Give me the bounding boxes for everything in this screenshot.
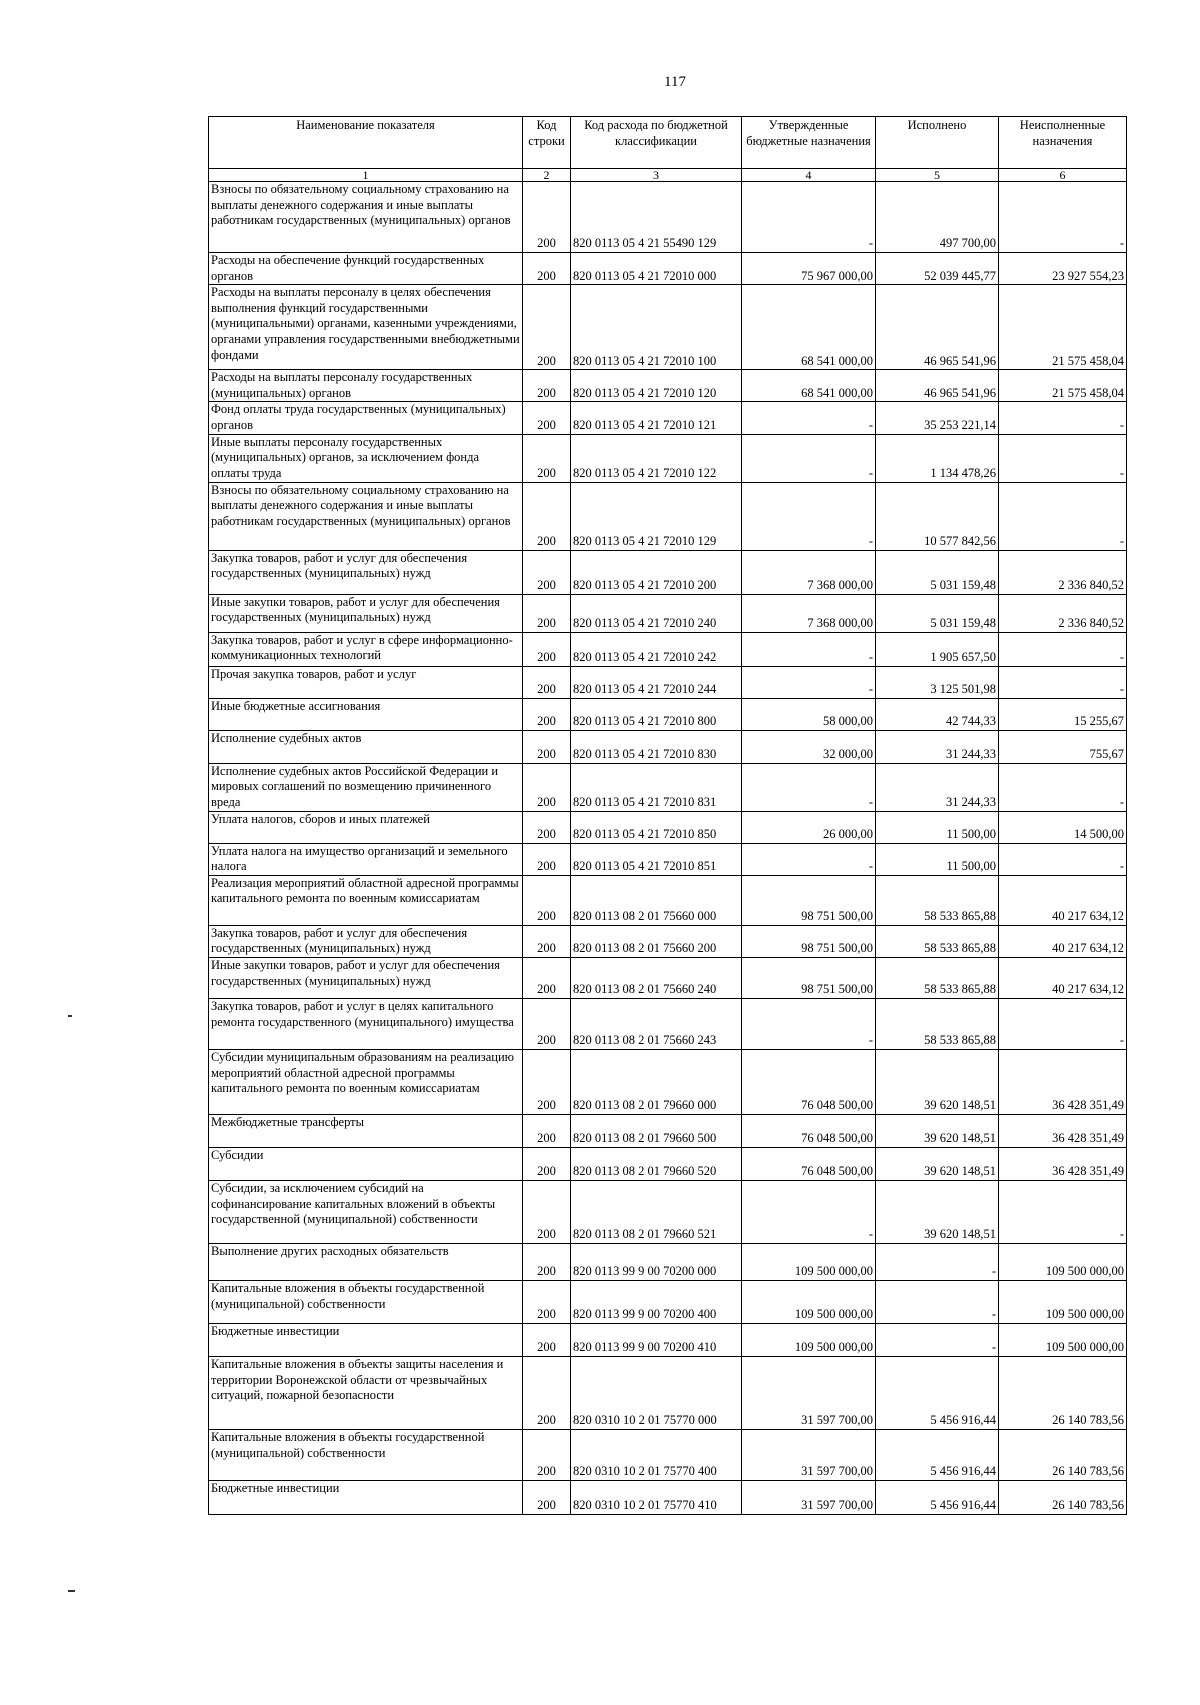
table-row — [209, 1180, 1127, 1243]
row-line-code: 200 — [523, 182, 571, 253]
row-approved: 7 368 000,00 — [742, 550, 876, 594]
column-number-row — [209, 169, 1127, 182]
row-line-code: 200 — [523, 1180, 571, 1243]
row-executed: 39 620 148,51 — [876, 1147, 999, 1180]
row-executed: 58 533 865,88 — [876, 957, 999, 998]
table-row — [209, 698, 1127, 730]
row-executed: 58 533 865,88 — [876, 925, 999, 957]
row-expense-code: 820 0113 05 4 21 72010 000 — [571, 253, 742, 285]
row-expense-code: 820 0113 08 2 01 79660 521 — [571, 1180, 742, 1243]
row-executed: - — [876, 1243, 999, 1280]
row-executed: 35 253 221,14 — [876, 402, 999, 434]
row-executed: 5 031 159,48 — [876, 550, 999, 594]
row-name: Расходы на обеспечение функций государственных органов — [209, 253, 523, 285]
row-expense-code: 820 0113 05 4 21 72010 830 — [571, 730, 742, 763]
row-executed: 11 500,00 — [876, 811, 999, 843]
row-line-code: 200 — [523, 370, 571, 402]
row-executed: 5 456 916,44 — [876, 1429, 999, 1480]
row-approved: - — [742, 402, 876, 434]
row-approved: 109 500 000,00 — [742, 1280, 876, 1323]
table-row — [209, 730, 1127, 763]
header-expense-code: Код расхода по бюджетной классификации — [571, 117, 742, 169]
row-unexecuted: - — [999, 482, 1127, 550]
header-approved: Утвержденные бюджетные назначения — [742, 117, 876, 169]
row-expense-code: 820 0113 05 4 21 72010 800 — [571, 698, 742, 730]
row-unexecuted: - — [999, 402, 1127, 434]
row-approved: 58 000,00 — [742, 698, 876, 730]
row-approved: 98 751 500,00 — [742, 875, 876, 925]
row-expense-code: 820 0113 05 4 21 72010 100 — [571, 285, 742, 370]
row-unexecuted: 109 500 000,00 — [999, 1323, 1127, 1356]
row-line-code: 200 — [523, 875, 571, 925]
row-approved: 109 500 000,00 — [742, 1243, 876, 1280]
column-number: 5 — [876, 169, 999, 182]
row-executed: 42 744,33 — [876, 698, 999, 730]
row-approved: - — [742, 482, 876, 550]
row-expense-code: 820 0113 05 4 21 72010 129 — [571, 482, 742, 550]
table-row — [209, 370, 1127, 402]
row-unexecuted: - — [999, 632, 1127, 666]
row-executed: 46 965 541,96 — [876, 370, 999, 402]
row-line-code: 200 — [523, 253, 571, 285]
table-row — [209, 550, 1127, 594]
row-name: Взносы по обязательному социальному страхованию на выплаты денежного содержания и иные выплаты работникам государственных (муниципальных) органов — [209, 182, 523, 253]
row-executed: - — [876, 1323, 999, 1356]
header-name: Наименование показателя — [209, 117, 523, 169]
row-unexecuted: 21 575 458,04 — [999, 285, 1127, 370]
row-unexecuted: 36 428 351,49 — [999, 1049, 1127, 1114]
row-approved: 75 967 000,00 — [742, 253, 876, 285]
row-name: Взносы по обязательному социальному страхованию на выплаты денежного содержания и иные выплаты работникам государственных (муниципальных) органов — [209, 482, 523, 550]
row-expense-code: 820 0113 99 9 00 70200 000 — [571, 1243, 742, 1280]
table-row — [209, 1243, 1127, 1280]
row-approved: - — [742, 1180, 876, 1243]
table-row — [209, 1480, 1127, 1514]
row-name: Уплата налога на имущество организаций и земельного налога — [209, 843, 523, 875]
row-line-code: 200 — [523, 285, 571, 370]
scan-mark — [68, 1015, 72, 1017]
table-row — [209, 594, 1127, 632]
table-row — [209, 1114, 1127, 1147]
row-line-code: 200 — [523, 763, 571, 811]
header-line-code: Код строки — [523, 117, 571, 169]
row-unexecuted: 40 217 634,12 — [999, 957, 1127, 998]
row-approved: - — [742, 763, 876, 811]
row-line-code: 200 — [523, 811, 571, 843]
row-name: Расходы на выплаты персоналу в целях обеспечения выполнения функций государственными (муниципальными) органами, казенными учреждениями, органами управления государственными внебюджетными фондами — [209, 285, 523, 370]
table-row — [209, 843, 1127, 875]
row-approved: 109 500 000,00 — [742, 1323, 876, 1356]
row-approved: - — [742, 182, 876, 253]
table-row — [209, 875, 1127, 925]
row-line-code: 200 — [523, 1280, 571, 1323]
row-executed: 5 456 916,44 — [876, 1480, 999, 1514]
row-executed: 10 577 842,56 — [876, 482, 999, 550]
row-expense-code: 820 0113 05 4 21 72010 120 — [571, 370, 742, 402]
row-approved: 31 597 700,00 — [742, 1480, 876, 1514]
row-expense-code: 820 0113 08 2 01 79660 520 — [571, 1147, 742, 1180]
row-line-code: 200 — [523, 698, 571, 730]
row-name: Субсидии — [209, 1147, 523, 1180]
row-expense-code: 820 0113 05 4 21 72010 244 — [571, 666, 742, 698]
row-unexecuted: 21 575 458,04 — [999, 370, 1127, 402]
row-approved: 76 048 500,00 — [742, 1147, 876, 1180]
row-unexecuted: 15 255,67 — [999, 698, 1127, 730]
row-expense-code: 820 0113 05 4 21 72010 240 — [571, 594, 742, 632]
table-header-row — [209, 117, 1127, 169]
row-approved: - — [742, 843, 876, 875]
row-line-code: 200 — [523, 1147, 571, 1180]
row-executed: - — [876, 1280, 999, 1323]
row-line-code: 200 — [523, 594, 571, 632]
row-expense-code: 820 0113 99 9 00 70200 410 — [571, 1323, 742, 1356]
row-line-code: 200 — [523, 482, 571, 550]
row-expense-code: 820 0113 99 9 00 70200 400 — [571, 1280, 742, 1323]
table-row — [209, 957, 1127, 998]
row-expense-code: 820 0113 05 4 21 72010 242 — [571, 632, 742, 666]
table-row — [209, 1049, 1127, 1114]
row-line-code: 200 — [523, 925, 571, 957]
row-approved: 68 541 000,00 — [742, 285, 876, 370]
row-unexecuted: - — [999, 763, 1127, 811]
column-number: 1 — [209, 169, 523, 182]
row-unexecuted: - — [999, 843, 1127, 875]
row-approved: 31 597 700,00 — [742, 1356, 876, 1429]
row-approved: 98 751 500,00 — [742, 957, 876, 998]
row-name: Фонд оплаты труда государственных (муниципальных) органов — [209, 402, 523, 434]
row-executed: 1 134 478,26 — [876, 434, 999, 482]
table-row — [209, 253, 1127, 285]
row-unexecuted: - — [999, 434, 1127, 482]
table-row — [209, 182, 1127, 253]
row-line-code: 200 — [523, 434, 571, 482]
row-name: Бюджетные инвестиции — [209, 1480, 523, 1514]
row-name: Выполнение других расходных обязательств — [209, 1243, 523, 1280]
row-expense-code: 820 0113 08 2 01 75660 200 — [571, 925, 742, 957]
row-executed: 1 905 657,50 — [876, 632, 999, 666]
row-expense-code: 820 0113 08 2 01 79660 000 — [571, 1049, 742, 1114]
row-executed: 52 039 445,77 — [876, 253, 999, 285]
row-unexecuted: 23 927 554,23 — [999, 253, 1127, 285]
row-expense-code: 820 0113 08 2 01 75660 240 — [571, 957, 742, 998]
row-line-code: 200 — [523, 1049, 571, 1114]
table-row — [209, 998, 1127, 1049]
column-number: 3 — [571, 169, 742, 182]
row-line-code: 200 — [523, 1243, 571, 1280]
row-unexecuted: 109 500 000,00 — [999, 1280, 1127, 1323]
row-approved: 76 048 500,00 — [742, 1049, 876, 1114]
row-unexecuted: - — [999, 1180, 1127, 1243]
row-executed: 3 125 501,98 — [876, 666, 999, 698]
row-name: Закупка товаров, работ и услуг в целях капитального ремонта государственного (муниципального) имущества — [209, 998, 523, 1049]
row-approved: 32 000,00 — [742, 730, 876, 763]
row-name: Иные закупки товаров, работ и услуг для обеспечения государственных (муниципальных) нужд — [209, 594, 523, 632]
row-unexecuted: 109 500 000,00 — [999, 1243, 1127, 1280]
row-executed: 31 244,33 — [876, 730, 999, 763]
row-approved: 98 751 500,00 — [742, 925, 876, 957]
row-expense-code: 820 0113 08 2 01 75660 000 — [571, 875, 742, 925]
row-approved: - — [742, 998, 876, 1049]
row-unexecuted: 26 140 783,56 — [999, 1429, 1127, 1480]
row-executed: 58 533 865,88 — [876, 875, 999, 925]
row-unexecuted: 40 217 634,12 — [999, 875, 1127, 925]
row-expense-code: 820 0113 08 2 01 79660 500 — [571, 1114, 742, 1147]
row-line-code: 200 — [523, 1114, 571, 1147]
table-row — [209, 666, 1127, 698]
row-unexecuted: 2 336 840,52 — [999, 594, 1127, 632]
row-executed: 5 031 159,48 — [876, 594, 999, 632]
row-name: Прочая закупка товаров, работ и услуг — [209, 666, 523, 698]
row-unexecuted: 755,67 — [999, 730, 1127, 763]
row-approved: - — [742, 666, 876, 698]
row-unexecuted: - — [999, 182, 1127, 253]
row-expense-code: 820 0113 08 2 01 75660 243 — [571, 998, 742, 1049]
row-name: Иные выплаты персоналу государственных (муниципальных) органов, за исключением фонда оплаты труда — [209, 434, 523, 482]
table-row — [209, 763, 1127, 811]
table-row — [209, 925, 1127, 957]
table-row — [209, 1429, 1127, 1480]
row-name: Иные бюджетные ассигнования — [209, 698, 523, 730]
row-name: Закупка товаров, работ и услуг для обеспечения государственных (муниципальных) нужд — [209, 925, 523, 957]
row-name: Субсидии, за исключением субсидий на софинансирование капитальных вложений в объекты государственной (муниципальной) собственности — [209, 1180, 523, 1243]
row-expense-code: 820 0113 05 4 21 72010 850 — [571, 811, 742, 843]
table-row — [209, 632, 1127, 666]
table-row — [209, 1147, 1127, 1180]
row-executed: 5 456 916,44 — [876, 1356, 999, 1429]
row-line-code: 200 — [523, 1480, 571, 1514]
row-unexecuted: 36 428 351,49 — [999, 1114, 1127, 1147]
row-expense-code: 820 0310 10 2 01 75770 400 — [571, 1429, 742, 1480]
row-line-code: 200 — [523, 1356, 571, 1429]
row-line-code: 200 — [523, 1429, 571, 1480]
row-unexecuted: 40 217 634,12 — [999, 925, 1127, 957]
header-executed: Исполнено — [876, 117, 999, 169]
row-line-code: 200 — [523, 1323, 571, 1356]
row-approved: 7 368 000,00 — [742, 594, 876, 632]
row-name: Расходы на выплаты персоналу государственных (муниципальных) органов — [209, 370, 523, 402]
row-executed: 11 500,00 — [876, 843, 999, 875]
row-expense-code: 820 0310 10 2 01 75770 000 — [571, 1356, 742, 1429]
row-name: Закупка товаров, работ и услуг в сфере информационно-коммуникационных технологий — [209, 632, 523, 666]
row-name: Исполнение судебных актов — [209, 730, 523, 763]
row-executed: 46 965 541,96 — [876, 285, 999, 370]
row-name: Капитальные вложения в объекты защиты населения и территории Воронежской области от чрезвычайных ситуаций, пожарной безопасности — [209, 1356, 523, 1429]
budget-execution-table — [208, 116, 1127, 1515]
row-name: Уплата налогов, сборов и иных платежей — [209, 811, 523, 843]
column-number: 6 — [999, 169, 1127, 182]
row-expense-code: 820 0310 10 2 01 75770 410 — [571, 1480, 742, 1514]
row-expense-code: 820 0113 05 4 21 72010 851 — [571, 843, 742, 875]
row-executed: 39 620 148,51 — [876, 1049, 999, 1114]
row-executed: 58 533 865,88 — [876, 998, 999, 1049]
row-expense-code: 820 0113 05 4 21 72010 831 — [571, 763, 742, 811]
header-unexecuted: Неисполненные назначения — [999, 117, 1127, 169]
row-unexecuted: 26 140 783,56 — [999, 1356, 1127, 1429]
row-name: Иные закупки товаров, работ и услуг для обеспечения государственных (муниципальных) нужд — [209, 957, 523, 998]
row-line-code: 200 — [523, 632, 571, 666]
column-number: 2 — [523, 169, 571, 182]
table-row — [209, 811, 1127, 843]
column-number: 4 — [742, 169, 876, 182]
row-unexecuted: - — [999, 998, 1127, 1049]
row-name: Капитальные вложения в объекты государственной (муниципальной) собственности — [209, 1280, 523, 1323]
row-executed: 39 620 148,51 — [876, 1114, 999, 1147]
row-name: Исполнение судебных актов Российской Федерации и мировых соглашений по возмещению причиненного вреда — [209, 763, 523, 811]
row-approved: - — [742, 434, 876, 482]
table-row — [209, 402, 1127, 434]
row-unexecuted: 14 500,00 — [999, 811, 1127, 843]
row-executed: 497 700,00 — [876, 182, 999, 253]
row-approved: 68 541 000,00 — [742, 370, 876, 402]
row-executed: 39 620 148,51 — [876, 1180, 999, 1243]
scan-mark — [68, 1590, 75, 1592]
row-unexecuted: 2 336 840,52 — [999, 550, 1127, 594]
table-row — [209, 1280, 1127, 1323]
row-line-code: 200 — [523, 998, 571, 1049]
row-approved: 31 597 700,00 — [742, 1429, 876, 1480]
row-name: Реализация мероприятий областной адресной программы капитального ремонта по военным комиссариатам — [209, 875, 523, 925]
row-name: Закупка товаров, работ и услуг для обеспечения государственных (муниципальных) нужд — [209, 550, 523, 594]
row-executed: 31 244,33 — [876, 763, 999, 811]
row-approved: 76 048 500,00 — [742, 1114, 876, 1147]
table-row — [209, 434, 1127, 482]
row-approved: - — [742, 632, 876, 666]
row-unexecuted: - — [999, 666, 1127, 698]
row-approved: 26 000,00 — [742, 811, 876, 843]
row-line-code: 200 — [523, 666, 571, 698]
row-expense-code: 820 0113 05 4 21 72010 122 — [571, 434, 742, 482]
row-line-code: 200 — [523, 843, 571, 875]
row-name: Бюджетные инвестиции — [209, 1323, 523, 1356]
row-line-code: 200 — [523, 957, 571, 998]
row-expense-code: 820 0113 05 4 21 72010 121 — [571, 402, 742, 434]
row-unexecuted: 26 140 783,56 — [999, 1480, 1127, 1514]
row-name: Субсидии муниципальным образованиям на реализацию мероприятий областной адресной программы капитального ремонта по военным комиссариатам — [209, 1049, 523, 1114]
row-name: Капитальные вложения в объекты государственной (муниципальной) собственности — [209, 1429, 523, 1480]
table-row — [209, 482, 1127, 550]
row-name: Межбюджетные трансферты — [209, 1114, 523, 1147]
row-line-code: 200 — [523, 730, 571, 763]
table-row — [209, 285, 1127, 370]
row-expense-code: 820 0113 05 4 21 55490 129 — [571, 182, 742, 253]
row-expense-code: 820 0113 05 4 21 72010 200 — [571, 550, 742, 594]
table-body — [209, 182, 1127, 1515]
row-line-code: 200 — [523, 550, 571, 594]
table-row — [209, 1356, 1127, 1429]
page-number: 117 — [664, 74, 686, 90]
table-row — [209, 1323, 1127, 1356]
row-unexecuted: 36 428 351,49 — [999, 1147, 1127, 1180]
row-line-code: 200 — [523, 402, 571, 434]
